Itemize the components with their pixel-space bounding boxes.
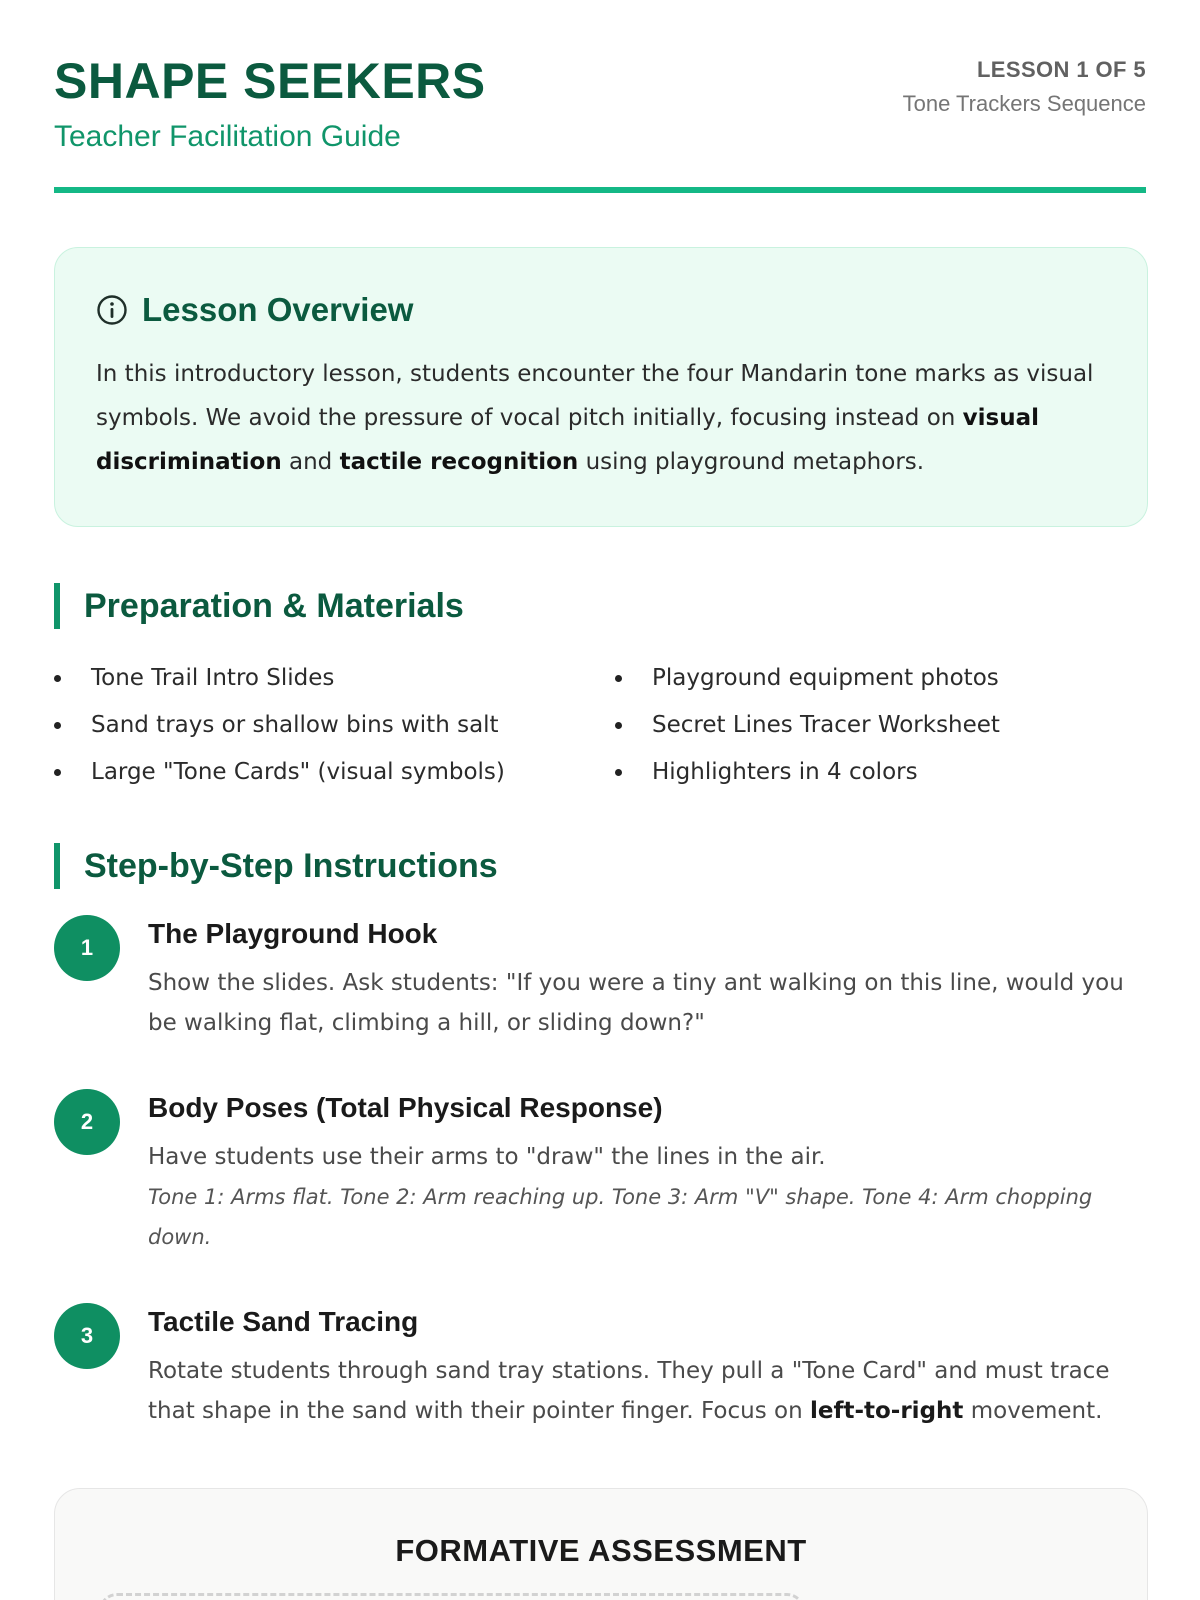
- overview-emphasis-tactile: tactile recognition: [339, 449, 579, 475]
- step-description: [148, 1351, 1148, 1431]
- step-title: The Playground Hook: [148, 918, 438, 949]
- materials-item: Playground equipment photos: [615, 655, 1148, 702]
- section-accent-bar: [54, 583, 60, 629]
- instructions-section-header: [54, 843, 498, 889]
- step-content: [148, 1089, 1148, 1257]
- step-text-part: movement.: [963, 1398, 1103, 1424]
- materials-list: [54, 655, 1148, 796]
- step-content: [148, 1303, 1148, 1431]
- instructions-heading: Step-by-Step Instructions: [84, 846, 498, 885]
- overview-text-part: In this introductory lesson, students encounter the four Mandarin tone marks as visual symbols. We avoid the pressure of vocal pitch initially, focusing instead on: [96, 361, 1094, 431]
- formative-assessment-heading: FORMATIVE ASSESSMENT: [395, 1533, 807, 1568]
- overview-text-part: using playground metaphors.: [578, 449, 925, 475]
- materials-item: Large "Tone Cards" (visual symbols): [54, 749, 615, 796]
- materials-item: Tone Trail Intro Slides: [54, 655, 615, 702]
- formative-assessment-box: [54, 1488, 1148, 1600]
- header-divider: [54, 187, 1146, 193]
- lesson-overview-text: [96, 352, 1107, 484]
- step-note: Tone 1: Arms flat. Tone 2: Arm reaching up. Tone 3: Arm "V" shape. Tone 4: Arm chopping down.: [148, 1185, 1093, 1249]
- assessment-dashed-area: [99, 1593, 805, 1600]
- info-icon: [96, 294, 128, 326]
- lesson-number: LESSON 1 OF 5: [976, 57, 1146, 82]
- document-header: [54, 0, 1146, 194]
- step-emphasis: left-to-right: [809, 1398, 964, 1424]
- lesson-overview-heading: Lesson Overview: [142, 291, 414, 328]
- materials-heading: Preparation & Materials: [84, 586, 464, 625]
- lesson-overview-header: [96, 290, 1107, 330]
- materials-section-header: [54, 583, 464, 629]
- step-number-badge: 1: [54, 915, 120, 981]
- sequence-name: Tone Trackers Sequence: [902, 91, 1146, 116]
- step-description: Have students use their arms to "draw" the lines in the air.: [148, 1144, 826, 1170]
- step-title: Tactile Sand Tracing: [148, 1306, 419, 1337]
- step-description: Show the slides. Ask students: "If you were a tiny ant walking on this line, would you be walking flat, climbing a hill, or sliding down?": [148, 970, 1124, 1036]
- step-title: Body Poses (Total Physical Response): [148, 1092, 663, 1123]
- materials-item: Highlighters in 4 colors: [615, 749, 1148, 796]
- step-number-badge: 3: [54, 1303, 120, 1369]
- document-subtitle: Teacher Facilitation Guide: [54, 120, 401, 153]
- step-text-part: Rotate students through sand tray stations. They pull a "Tone Card" and must trace that shape in the sand with their pointer finger. Focus on: [148, 1358, 1110, 1424]
- section-accent-bar: [54, 843, 60, 889]
- overview-text-part: and: [281, 449, 340, 475]
- overview-emphasis-visual: visual discrimination: [96, 405, 1040, 475]
- lesson-overview-box: [54, 247, 1148, 527]
- materials-item: Sand trays or shallow bins with salt: [54, 702, 615, 749]
- document-title: SHAPE SEEKERS: [54, 53, 486, 109]
- materials-item: Secret Lines Tracer Worksheet: [615, 702, 1148, 749]
- step-content: [148, 915, 1148, 1043]
- step-number-badge: 2: [54, 1089, 120, 1155]
